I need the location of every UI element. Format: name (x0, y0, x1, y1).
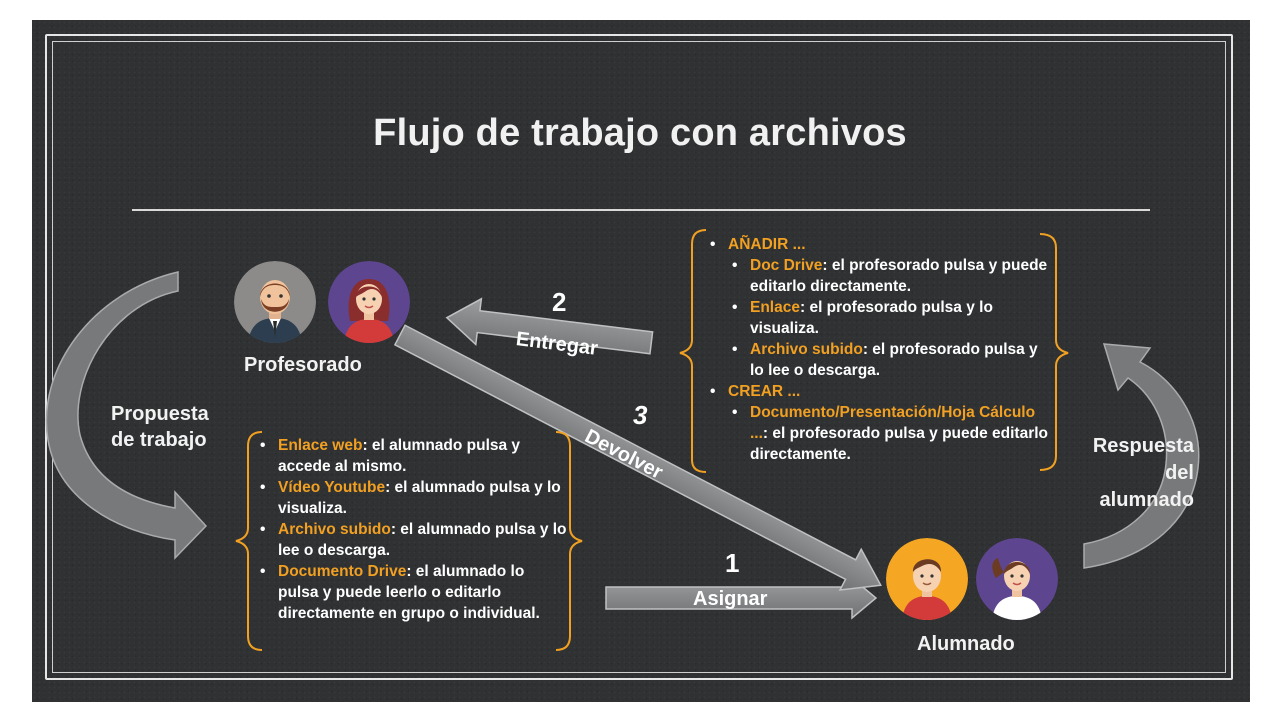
list-item: • Vídeo Youtube: el alumnado pulsa y lo visualiza. (256, 477, 568, 519)
response-label-line2: del (1165, 462, 1194, 484)
students-label: Alumnado (917, 633, 1015, 655)
return-label: Devolver (581, 425, 667, 484)
male-teacher-avatar (234, 261, 316, 343)
list-item: • Archivo subido: el alumnado pulsa y lo lee o descarga. (256, 519, 568, 561)
return-number: 3 (633, 400, 648, 430)
proposal-label-line2: de trabajo (111, 429, 207, 451)
proposal-list (256, 435, 568, 624)
boy-student-avatar (886, 538, 968, 620)
deliver-number: 2 (552, 287, 567, 317)
assign-label: Asignar (693, 588, 768, 610)
girl-student-avatar (976, 538, 1058, 620)
teachers-label: Profesorado (244, 354, 362, 376)
response-brace-left (680, 230, 706, 472)
list-item: • Documento Drive: el alumnado lo pulsa y puede leerlo o editarlo directamente en grupo o individual. (256, 561, 568, 624)
female-teacher-avatar (328, 261, 410, 343)
list-item: • Archivo subido: el profesorado pulsa y lo lee o descarga. (728, 339, 1048, 381)
list-heading-add: • AÑADIR ... • Doc Drive: el profesorado pulsa y puede editarlo directamente. • Enlace: el profesorado pulsa y lo visualiza. • Archivo subido: el profesorado pulsa y lo lee o descarga. (706, 234, 1048, 381)
response-label-line1: Respuesta (1092, 435, 1194, 457)
slide-title: Flujo de trabajo con archivos (373, 112, 907, 154)
response-label-line3: alumnado (1099, 489, 1194, 511)
list-heading-create: • CREAR ... • Documento/Presentación/Hoja Cálculo ...: el profesorado pulsa y puede editarlo directamente. (706, 381, 1048, 465)
response-list (706, 234, 1048, 465)
list-item: • Documento/Presentación/Hoja Cálculo ...: el profesorado pulsa y puede editarlo directamente. (728, 402, 1048, 465)
assign-number: 1 (725, 548, 740, 578)
list-item: • Doc Drive: el profesorado pulsa y puede editarlo directamente. (728, 255, 1048, 297)
list-item: • Enlace: el profesorado pulsa y lo visualiza. (728, 297, 1048, 339)
deliver-label: Entregar (514, 328, 600, 360)
proposal-label-line1: Propuesta (111, 403, 209, 425)
list-item: • Enlace web: el alumnado pulsa y accede al mismo. (256, 435, 568, 477)
